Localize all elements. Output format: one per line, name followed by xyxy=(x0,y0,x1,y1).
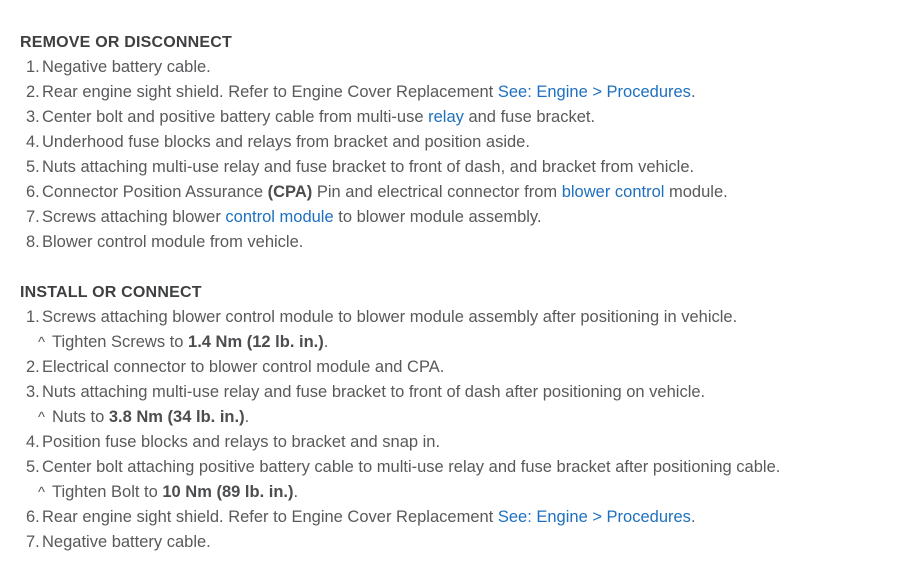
step-text xyxy=(42,355,909,380)
procedure-link[interactable]: See: Engine > Procedures xyxy=(497,508,691,526)
text-segment: Negative battery cable. xyxy=(42,58,211,76)
text-segment: module. xyxy=(664,183,728,201)
text-segment: Center bolt and positive battery cable from multi-use xyxy=(42,108,429,126)
step-number: 3. xyxy=(26,108,40,126)
text-segment: Electrical connector to blower control module and CPA. xyxy=(42,358,445,376)
step-text xyxy=(42,430,909,455)
text-segment: Position fuse blocks and relays to bracket and snap in. xyxy=(42,433,441,451)
step-text xyxy=(42,530,909,555)
step-text xyxy=(52,330,909,355)
step-item xyxy=(26,230,909,255)
text-segment: Center bolt attaching positive battery cable to multi-use relay and fuse bracket after positioning cable. xyxy=(42,458,781,476)
text-segment: . xyxy=(323,333,329,351)
section-install-or-connect xyxy=(20,280,909,555)
step-number: 2. xyxy=(26,358,40,376)
step-number: 5. xyxy=(26,158,40,176)
step-text xyxy=(42,230,909,255)
step-item xyxy=(26,380,909,405)
section-remove-or-disconnect xyxy=(20,30,909,255)
procedure-sections xyxy=(20,30,909,555)
step-item xyxy=(26,505,909,530)
text-segment: Nuts attaching multi-use relay and fuse bracket to front of dash after positioning on vehicle. xyxy=(42,383,706,401)
step-text xyxy=(52,405,909,430)
text-segment: Screws attaching blower control module to blower module assembly after positioning in vehicle. xyxy=(42,308,738,326)
step-text xyxy=(42,180,909,205)
step-text xyxy=(42,55,909,80)
step-number: 6. xyxy=(26,508,40,526)
substep-caret: ^ xyxy=(38,334,46,351)
step-number: 5. xyxy=(26,458,40,476)
bold-text: 1.4 Nm (12 lb. in.) xyxy=(188,333,324,351)
procedure-link[interactable]: blower control xyxy=(561,183,665,201)
step-number: 2. xyxy=(26,83,40,101)
step-item xyxy=(26,130,909,155)
text-segment: Rear engine sight shield. Refer to Engine Cover Replacement xyxy=(42,83,498,101)
step-item xyxy=(26,155,909,180)
text-segment: Screws attaching blower xyxy=(42,208,226,226)
step-number: 1. xyxy=(26,308,40,326)
text-segment: and fuse bracket. xyxy=(463,108,596,126)
step-number: 3. xyxy=(26,383,40,401)
step-text xyxy=(42,380,909,405)
text-segment: Tighten Screws to xyxy=(52,333,189,351)
text-segment: . xyxy=(690,508,696,526)
procedure-link[interactable]: See: Engine > Procedures xyxy=(497,83,691,101)
step-text xyxy=(42,155,909,180)
text-segment: . xyxy=(244,408,250,426)
substep-item xyxy=(38,405,909,430)
step-item xyxy=(26,55,909,80)
step-item xyxy=(26,430,909,455)
step-number: 4. xyxy=(26,433,40,451)
step-number: 6. xyxy=(26,183,40,201)
substep-caret: ^ xyxy=(38,484,46,501)
text-segment: Tighten Bolt to xyxy=(52,483,163,501)
text-segment: . xyxy=(690,83,696,101)
step-text xyxy=(42,305,909,330)
step-text xyxy=(42,80,909,105)
procedure-link[interactable]: control module xyxy=(225,208,334,226)
step-text xyxy=(42,130,909,155)
substep-caret: ^ xyxy=(38,409,46,426)
step-item xyxy=(26,105,909,130)
text-segment: Nuts attaching multi-use relay and fuse bracket to front of dash, and bracket from vehicle. xyxy=(42,158,695,176)
substep-item xyxy=(38,480,909,505)
text-segment: Rear engine sight shield. Refer to Engine Cover Replacement xyxy=(42,508,498,526)
step-text xyxy=(52,480,909,505)
bold-text: (CPA) xyxy=(267,183,313,201)
text-segment: . xyxy=(293,483,299,501)
text-segment: Blower control module from vehicle. xyxy=(42,233,304,251)
step-item xyxy=(26,205,909,230)
text-segment: Negative battery cable. xyxy=(42,533,211,551)
step-item xyxy=(26,530,909,555)
substep-item xyxy=(38,330,909,355)
text-segment: Nuts to xyxy=(52,408,109,426)
section-heading: REMOVE OR DISCONNECT xyxy=(20,34,233,51)
procedure-link[interactable]: relay xyxy=(428,108,464,126)
step-text xyxy=(42,105,909,130)
text-segment: Underhood fuse blocks and relays from bracket and position aside. xyxy=(42,133,530,151)
step-item xyxy=(26,305,909,330)
step-item xyxy=(26,180,909,205)
text-segment: Connector Position Assurance xyxy=(42,183,268,201)
step-text xyxy=(42,505,909,530)
step-number: 1. xyxy=(26,58,40,76)
step-item xyxy=(26,455,909,480)
step-text xyxy=(42,455,909,480)
section-heading: INSTALL OR CONNECT xyxy=(20,284,202,301)
bold-text: 3.8 Nm (34 lb. in.) xyxy=(108,408,245,426)
step-item xyxy=(26,355,909,380)
step-number: 4. xyxy=(26,133,40,151)
step-number: 7. xyxy=(26,208,40,226)
step-number: 7. xyxy=(26,533,40,551)
step-text xyxy=(42,205,909,230)
text-segment: Pin and electrical connector from xyxy=(312,183,562,201)
bold-text: 10 Nm (89 lb. in.) xyxy=(162,483,294,501)
step-item xyxy=(26,80,909,105)
step-number: 8. xyxy=(26,233,40,251)
text-segment: to blower module assembly. xyxy=(333,208,542,226)
